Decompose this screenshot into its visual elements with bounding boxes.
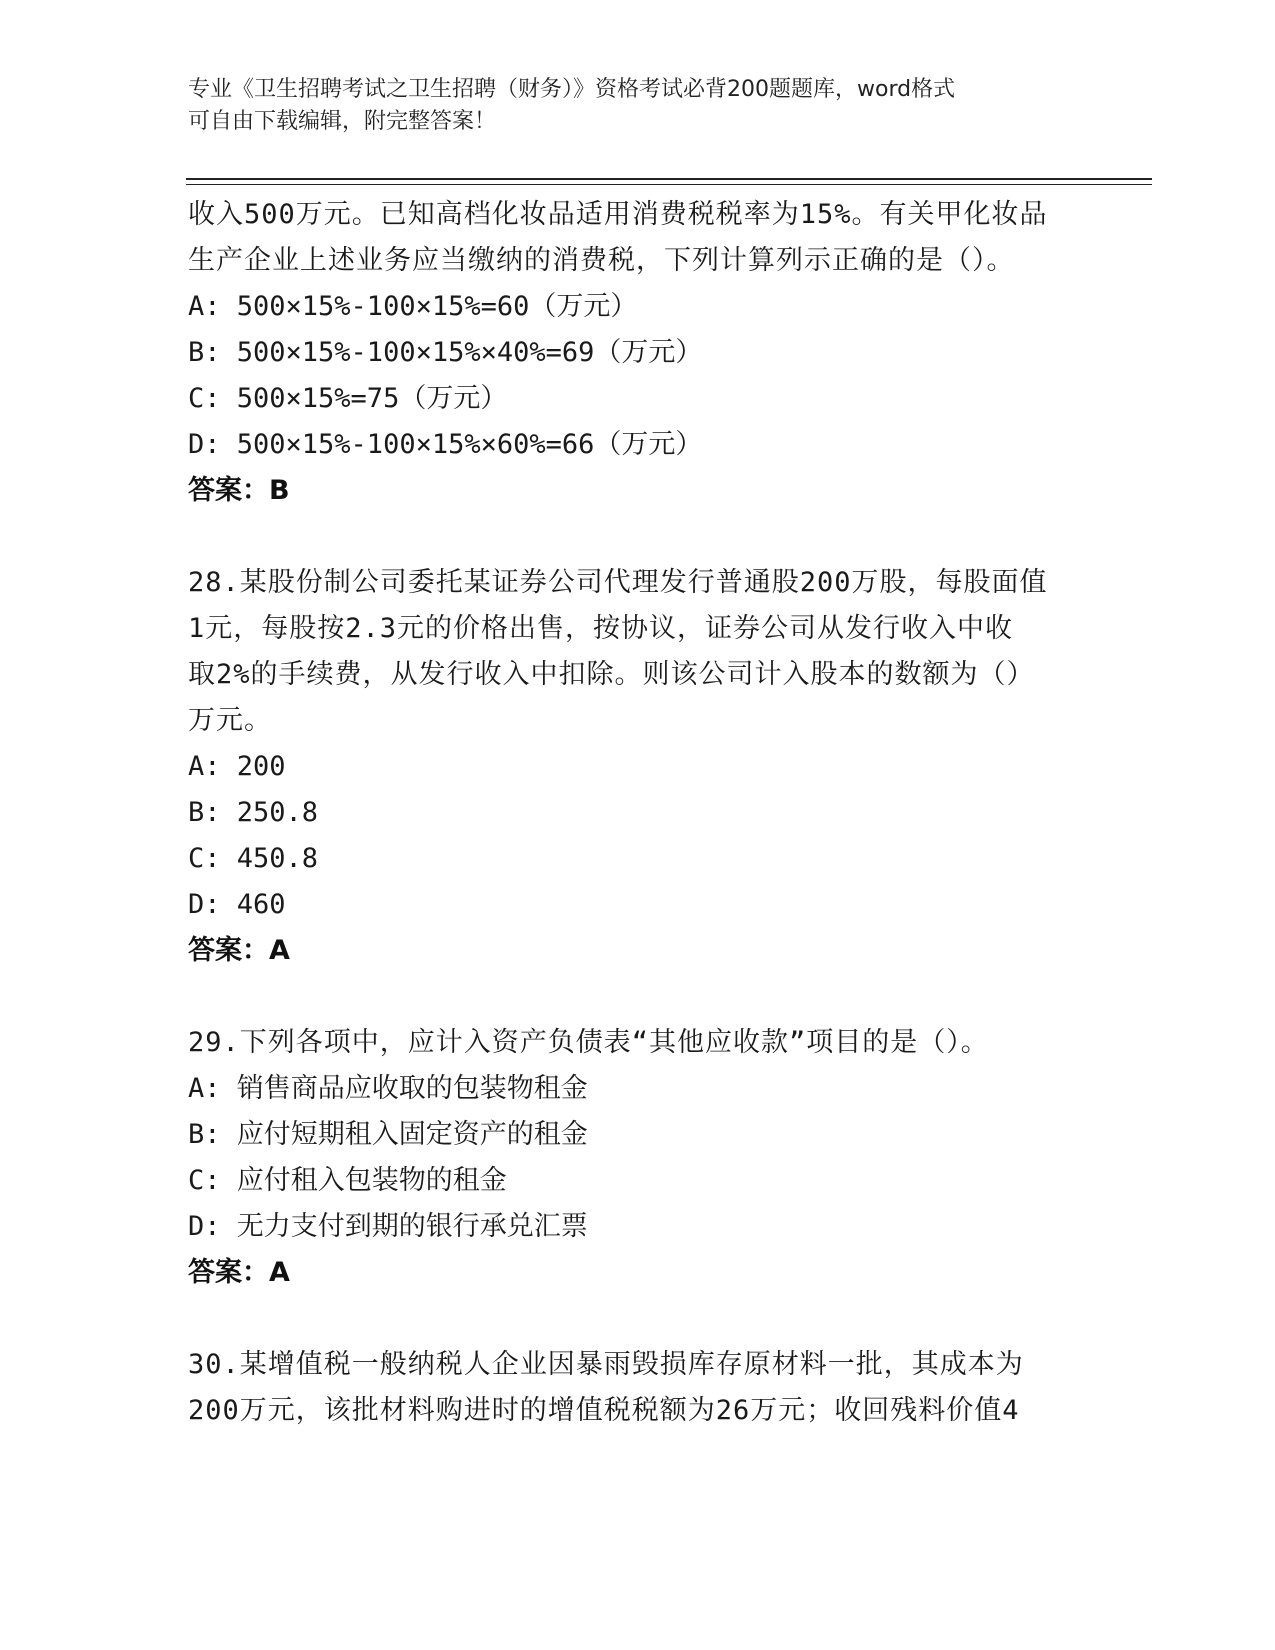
option-a: A: 200 <box>188 751 286 782</box>
question-text-line: 28.某股份制公司委托某证券公司代理发行普通股200万股，每股面值 <box>188 567 1048 598</box>
answer-line: 答案：A <box>188 1257 290 1288</box>
option-b: B: 250.8 <box>188 797 319 828</box>
answer-line: 答案：B <box>188 475 290 506</box>
header-rule-thin <box>186 184 1152 185</box>
option-b: B: 500×15%-100×15%×40%=69（万元） <box>188 337 703 368</box>
question-text-line: 200万元，该批材料购进时的增值税税额为26万元；收回残料价值4 <box>188 1395 1020 1426</box>
option-b: B: 应付短期租入固定资产的租金 <box>188 1119 588 1150</box>
document-body <box>188 192 1088 1434</box>
document-header <box>188 74 1088 138</box>
option-a: A: 500×15%-100×15%=60（万元） <box>188 291 638 322</box>
option-c: C: 应付租入包装物的租金 <box>188 1165 507 1196</box>
question-text-line: 万元。 <box>188 705 272 736</box>
question-text-line: 生产企业上述业务应当缴纳的消费税，下列计算列示正确的是（）。 <box>188 245 1015 276</box>
option-c: C: 450.8 <box>188 843 319 874</box>
question-29 <box>188 1020 1088 1296</box>
question-text-line: 收入500万元。已知高档化妆品适用消费税税率为15%。有关甲化妆品 <box>188 199 1048 230</box>
option-d: D: 500×15%-100×15%×60%=66（万元） <box>188 429 703 460</box>
question-text-line: 29.下列各项中，应计入资产负债表“其他应收款”项目的是（）。 <box>188 1027 989 1058</box>
question-27-continued <box>188 192 1088 514</box>
header-line-2: 可自由下载编辑，附完整答案！ <box>188 109 497 134</box>
spacer <box>188 974 1088 1020</box>
question-28 <box>188 560 1088 974</box>
option-d: D: 无力支付到期的银行承兑汇票 <box>188 1211 588 1242</box>
question-text-line: 30.某增值税一般纳税人企业因暴雨毁损库存原材料一批，其成本为 <box>188 1349 1024 1380</box>
header-line-1: 专业《卫生招聘考试之卫生招聘（财务）》资格考试必背200题题库，word格式 <box>188 77 956 102</box>
option-c: C: 500×15%=75（万元） <box>188 383 508 414</box>
spacer <box>188 514 1088 560</box>
spacer <box>188 1296 1088 1342</box>
question-text-line: 取2%的手续费，从发行收入中扣除。则该公司计入股本的数额为（） <box>188 659 1035 690</box>
option-d: D: 460 <box>188 889 286 920</box>
question-text-line: 1元，每股按2.3元的价格出售，按协议，证券公司从发行收入中收 <box>188 613 1014 644</box>
option-a: A: 销售商品应收取的包装物租金 <box>188 1073 588 1104</box>
question-30 <box>188 1342 1088 1434</box>
header-rule-thick <box>186 178 1152 180</box>
answer-line: 答案：A <box>188 935 290 966</box>
